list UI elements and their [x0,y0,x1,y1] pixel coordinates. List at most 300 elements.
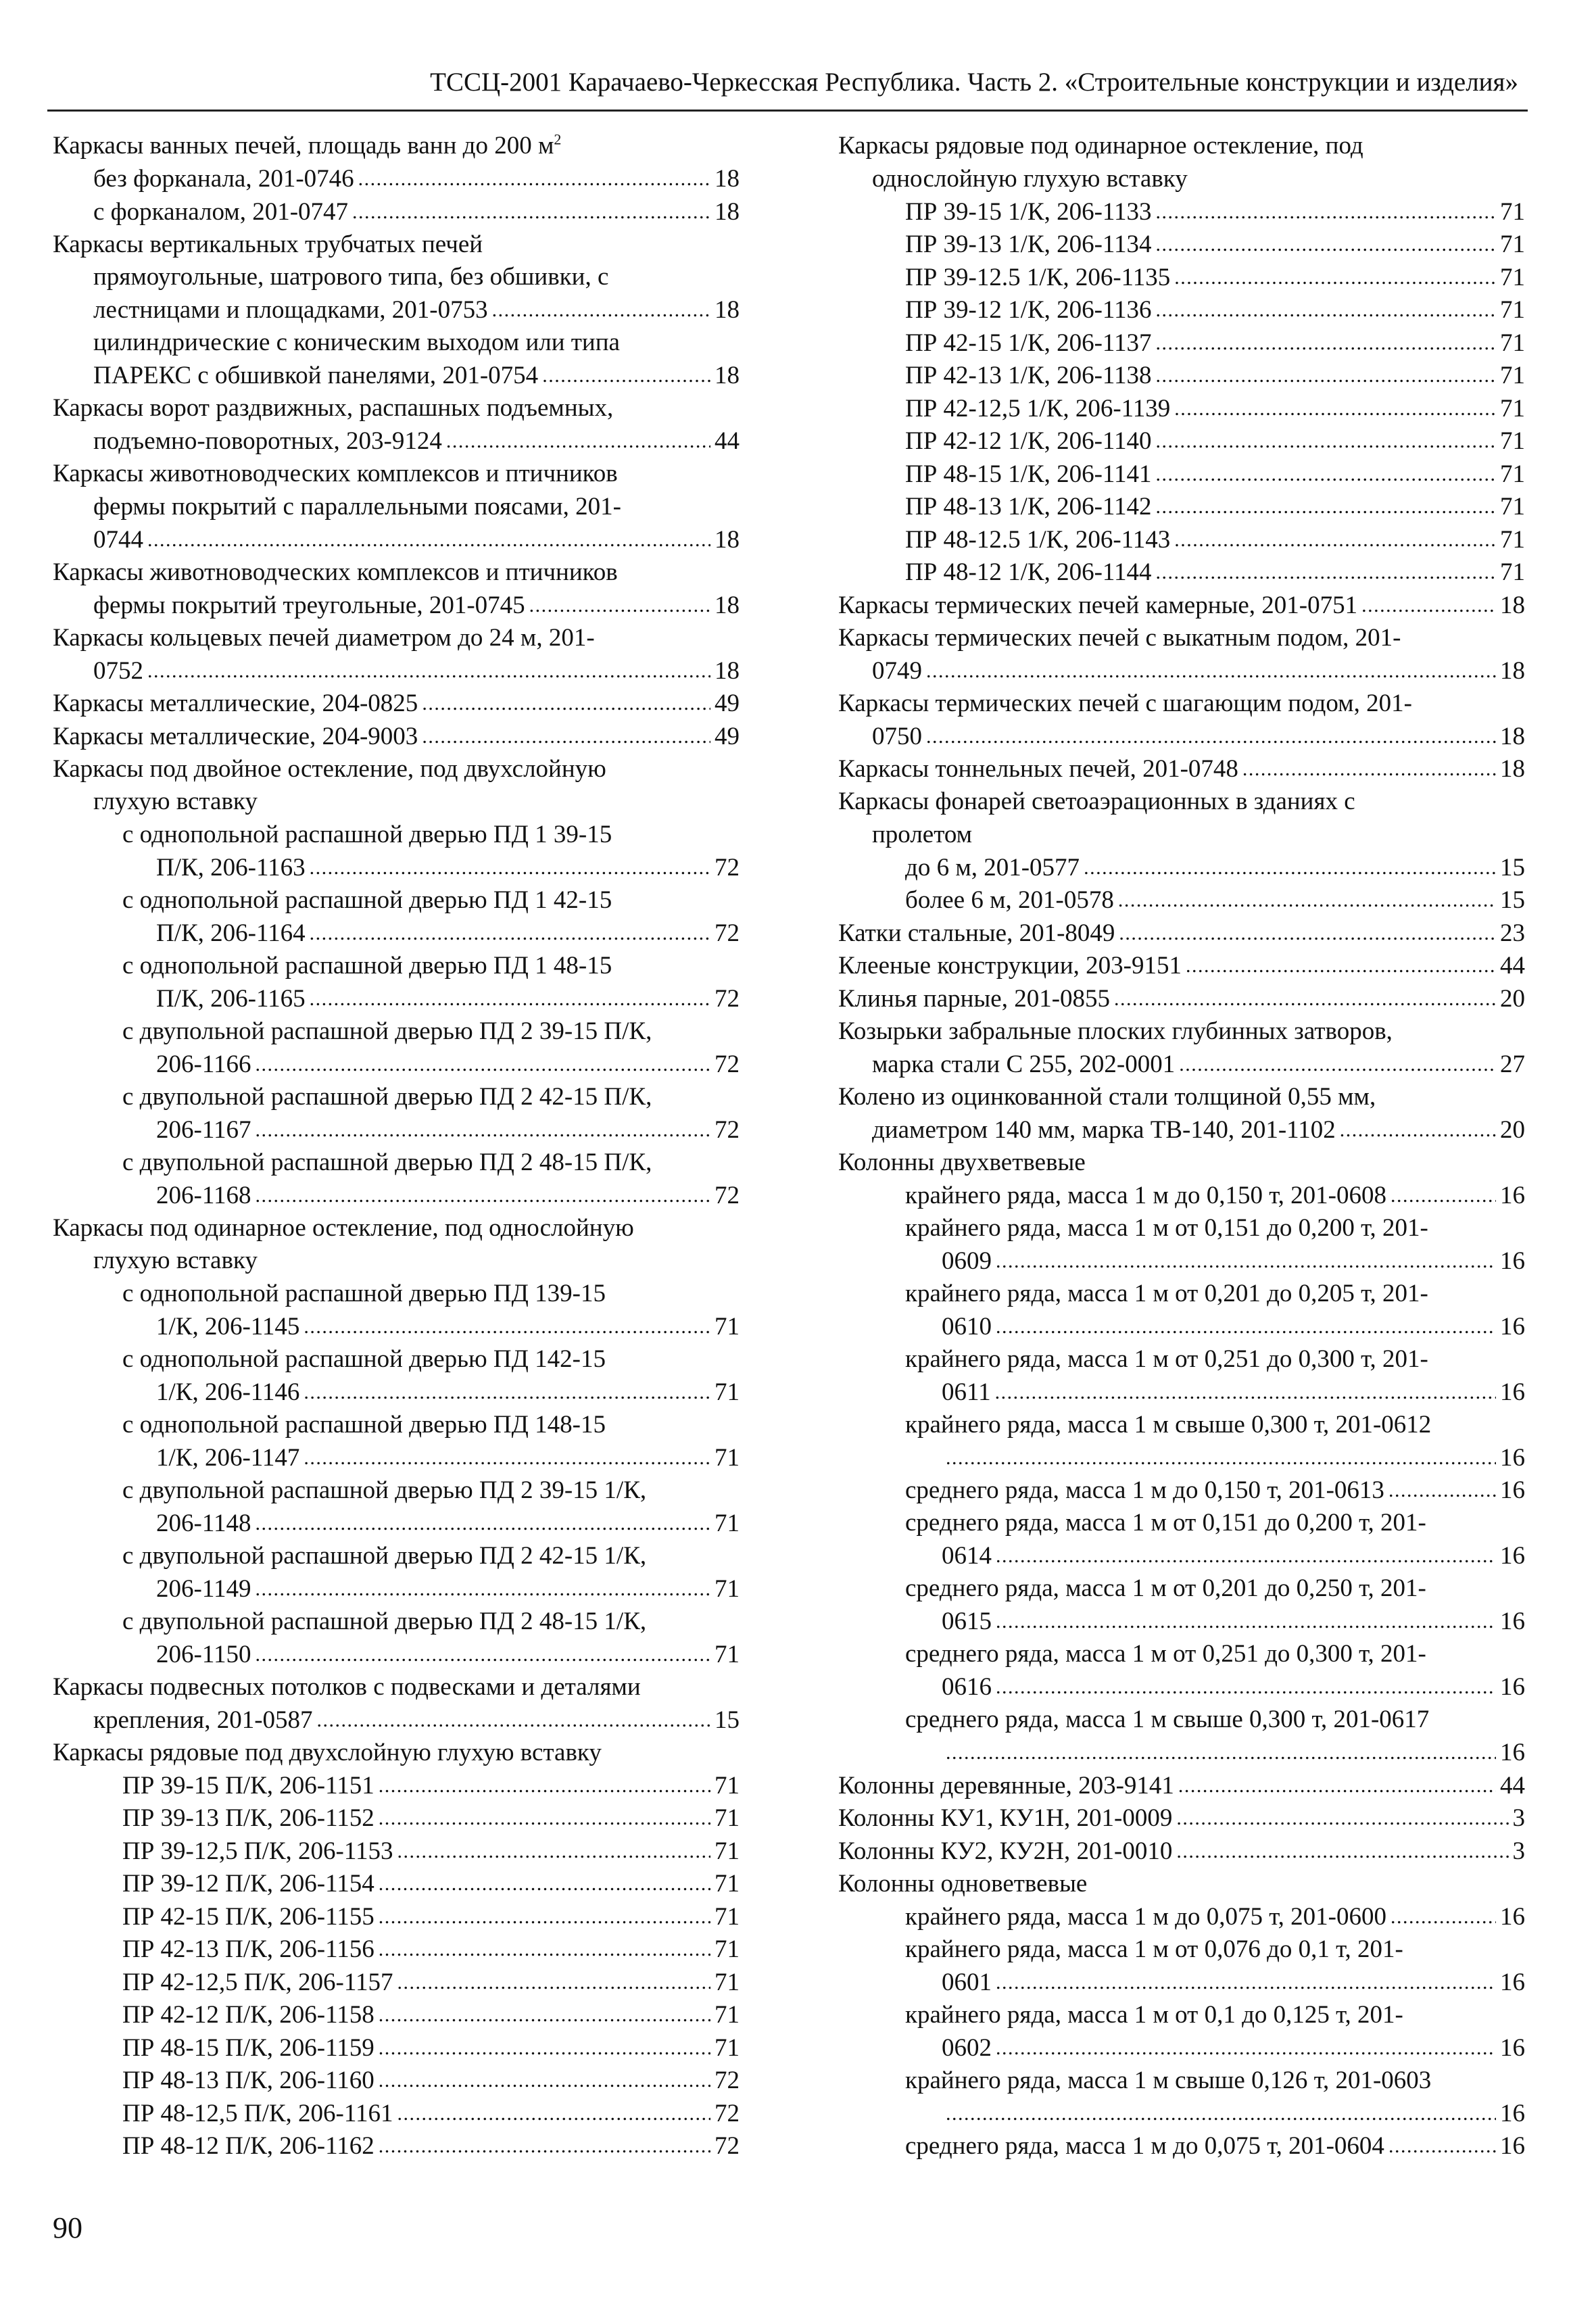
dot-leader [379,2031,710,2065]
index-column-left [53,130,740,2163]
entry-page-ref: 71 [715,1640,740,1668]
dot-leader [379,1900,710,1933]
index-entry [53,1147,740,1180]
entry-page-ref: 16 [1500,1673,1525,1701]
index-entry [838,163,1525,196]
entry-text: Колонны одноветвевые [838,1869,1088,1898]
entry-page-ref: 23 [1500,919,1525,947]
entry-page-ref: 71 [715,2033,740,2062]
entry-page-ref: 71 [1500,460,1525,488]
entry-text: крайнего ряда, масса 1 м от 0,1 до 0,125 т, 201- [905,2000,1403,2029]
dot-leader [1186,948,1496,982]
dot-leader [996,1604,1496,1638]
entry-text: среднего ряда, масса 1 м от 0,251 до 0,300 т, 201- [905,1640,1426,1668]
index-entry [838,1441,1525,1474]
entry-page-ref: 18 [715,197,740,226]
index-entry [53,491,740,524]
entry-text: ПР 48-12,5 П/К, 206-1161 [122,2099,393,2127]
dot-leader [379,1932,710,1966]
entry-page-ref: 16 [1500,2132,1525,2160]
entry-text: Каркасы подвесных потолков с подвесками и деталями [53,1672,641,1701]
entry-text: 0601 [942,1968,992,1996]
index-entry [838,1606,1525,1639]
index-entry [53,2130,740,2163]
index-entry [838,556,1525,589]
dot-leader [529,588,710,622]
dot-leader [1179,1047,1496,1081]
index-entry [838,1048,1525,1081]
entry-text: пролетом [872,820,973,848]
entry-text: Каркасы ворот раздвижных, распашных подъемных, [53,394,614,422]
entry-page-ref: 71 [1500,329,1525,357]
dot-leader [492,293,710,327]
index-entry [53,2097,740,2130]
entry-text: крайнего ряда, масса 1 м свыше 0,126 т, 201-0603 [905,2066,1432,2094]
dot-leader [946,2096,1496,2130]
entry-text: 0752 [93,656,143,685]
index-entry [53,1441,740,1474]
index-entry [53,1802,740,1835]
index-entry [53,1966,740,1999]
dot-leader [926,719,1496,753]
dot-leader [996,1539,1496,1572]
index-entry [838,1310,1525,1343]
dot-leader [926,654,1496,687]
index-entry [838,1507,1525,1540]
index-entry [53,720,740,753]
dot-leader [379,1768,710,1802]
index-entry [53,1376,740,1409]
entry-page-ref: 20 [1500,1115,1525,1144]
index-entry [838,1999,1525,2032]
entry-page-ref: 71 [1500,362,1525,389]
entry-text: Каркасы термических печей с выкатным подом, 201- [838,623,1401,652]
dot-leader [1391,1900,1496,1933]
dot-leader [1174,260,1496,294]
dot-leader [1176,1834,1508,1868]
header-title: ТССЦ-2001 Карачаево-Черкесская Республика. Часть 2. «Строительные конструкции и изделия» [430,68,1518,97]
entry-text: Каркасы кольцевых печей диаметром до 24 м, 201- [53,623,595,652]
entry-page-ref: 71 [1500,231,1525,258]
index-entry [838,1081,1525,1114]
entry-text: ПР 42-12 1/К, 206-1140 [905,427,1152,455]
index-entry [838,1245,1525,1278]
dot-leader [304,1441,710,1474]
entry-text: фермы покрытий с параллельными поясами, 201- [93,492,621,521]
entry-text: с двупольной распашной дверью ПД 2 48-15 1/К, [122,1607,647,1635]
index-entry [838,982,1525,1015]
entry-page-ref: 49 [715,690,740,717]
entry-page-ref: 71 [1500,394,1525,423]
index-entry [838,1966,1525,1999]
index-entry [838,1769,1525,1802]
entry-text: ПР 39-15 П/К, 206-1151 [122,1771,374,1800]
page-number: 90 [53,2211,82,2244]
entry-page-ref: 71 [715,1935,740,1963]
index-entry [838,1802,1525,1835]
index-entry [53,261,740,294]
index-entry [53,1310,740,1343]
entry-text: Катки стальные, 201-8049 [838,919,1115,947]
dot-leader [1156,489,1496,523]
index-entry [53,950,740,983]
index-entry [838,1343,1525,1376]
entry-text: 0615 [942,1608,992,1635]
entry-text: однослойную глухую вставку [872,164,1188,193]
dot-leader [1156,457,1496,491]
index-entry [838,819,1525,852]
entry-text: ПР 39-12 1/К, 206-1136 [905,296,1152,324]
dot-leader [446,424,710,458]
entry-text: с однопольной распашной дверью ПД 139-15 [122,1279,606,1307]
dot-leader [1361,588,1496,622]
index-entry [838,950,1525,983]
entry-text: среднего ряда, масса 1 м от 0,151 до 0,200 т, 201- [905,1509,1426,1537]
index-entry [53,1179,740,1212]
index-entry [53,1540,740,1573]
dot-leader [255,1178,710,1212]
index-entry [838,884,1525,917]
entry-text: ПР 42-12,5 П/К, 206-1157 [122,1968,393,1996]
entry-text: Каркасы металлические, 204-0825 [53,690,418,717]
entry-text: ПАРЕКС с обшивкой панелями, 201-0754 [93,362,539,389]
entry-text: ПР 42-15 1/К, 206-1137 [905,329,1152,357]
entry-page-ref: 71 [1500,427,1525,455]
entry-text: 0614 [942,1542,992,1570]
index-entry [53,360,740,393]
entry-text: Клееные конструкции, 203-9151 [838,952,1182,980]
entry-text: ПР 42-13 П/К, 206-1156 [122,1935,374,1963]
index-entry [53,1704,740,1737]
entry-text: Колонны КУ2, КУ2Н, 201-0010 [838,1837,1173,1865]
dot-leader [1174,523,1496,556]
entry-text: 0611 [942,1378,991,1406]
entry-text: ПР 48-13 1/К, 206-1142 [905,493,1152,521]
entry-text: Каркасы металлические, 204-9003 [53,722,418,750]
dot-leader [422,719,710,753]
entry-page-ref: 71 [715,1902,740,1931]
entry-page-ref: 16 [1500,1247,1525,1275]
index-entry [53,1212,740,1245]
entry-text: 206-1166 [156,1050,251,1078]
dot-leader [946,1735,1496,1769]
index-entry [838,851,1525,884]
index-entry [838,2097,1525,2130]
index-entry [838,1737,1525,1770]
index-entry [53,819,740,852]
dot-leader [379,2063,710,2097]
dot-leader [1118,883,1496,917]
entry-text: ПР 39-15 1/К, 206-1133 [905,197,1152,226]
entry-page-ref: 18 [1500,591,1525,619]
entry-page-ref: 71 [715,1837,740,1865]
dot-leader [379,2129,710,2163]
index-entry [53,687,740,721]
index-entry [838,491,1525,524]
dot-leader [352,195,710,228]
entry-text: Колонны КУ1, КУ1Н, 201-0009 [838,1804,1173,1832]
entry-page-ref: 72 [715,2067,740,2094]
index-entry [53,982,740,1015]
index-entry [838,1474,1525,1507]
index-entry [838,294,1525,327]
entry-text: 0744 [93,525,143,554]
dot-leader [1242,752,1496,786]
entry-page-ref: 72 [715,1181,740,1209]
entry-text: крайнего ряда, масса 1 м от 0,201 до 0,205 т, 201- [905,1279,1428,1307]
dot-leader [996,1965,1496,1999]
dot-leader [255,1047,710,1081]
entry-page-ref: 71 [1500,493,1525,521]
index-entry [53,753,740,786]
entry-text: Каркасы рядовые под одинарное остекление, под [838,132,1363,160]
entry-text: Каркасы тоннельных печей, 201-0748 [838,755,1238,783]
entry-page-ref: 16 [1500,1443,1525,1472]
index-entry [838,458,1525,491]
entry-text: 1/К, 206-1145 [156,1312,300,1341]
entry-text: 0602 [942,2033,992,2062]
entry-page-ref: 20 [1500,984,1525,1013]
entry-text: Клинья парные, 201-0855 [838,984,1111,1013]
entry-text: с однопольной распашной дверью ПД 1 39-15 [122,820,612,848]
index-entry [53,917,740,950]
dot-leader [1178,1768,1496,1802]
entry-page-ref: 72 [715,1115,740,1144]
index-entry [838,1212,1525,1245]
index-entry [838,917,1525,950]
entry-text: ПР 42-12,5 1/К, 206-1139 [905,394,1171,423]
index-entry [838,261,1525,294]
entry-text: среднего ряда, масса 1 м свыше 0,300 т, 201-0617 [905,1706,1430,1733]
dot-leader [1156,293,1496,327]
index-entry [53,851,740,884]
dot-leader [1388,2129,1496,2163]
dot-leader [1084,850,1496,884]
entry-text: среднего ряда, масса 1 м до 0,150 т, 201-0613 [905,1476,1384,1504]
entry-text: с двупольной распашной дверью ПД 2 48-15 П/К, [122,1148,652,1176]
dot-leader [255,1572,710,1606]
entry-text: крайнего ряда, масса 1 м от 0,076 до 0,1 т, 201- [905,1935,1403,1963]
entry-page-ref: 71 [715,1378,740,1406]
dot-leader [1156,326,1496,360]
entry-text: цилиндрические с коническим выходом или типа [93,329,620,356]
dot-leader [1156,424,1496,458]
entry-text: 206-1168 [156,1181,251,1209]
entry-page-ref: 18 [715,656,740,685]
entry-text: Каркасы под одинарное остекление, под однослойную [53,1213,634,1242]
entry-text: 206-1149 [156,1574,251,1603]
index-entry [838,1933,1525,1967]
entry-text: 0616 [942,1673,992,1701]
index-entry [838,1900,1525,1933]
entry-page-ref: 72 [715,2132,740,2160]
index-entry [53,556,740,589]
dot-leader [1156,227,1496,261]
entry-page-ref: 71 [715,1312,740,1341]
entry-page-ref: 16 [1500,1476,1525,1504]
entry-page-ref: 18 [715,296,740,324]
index-entry [53,1343,740,1376]
entry-page-ref: 71 [715,1771,740,1800]
index-entry [838,327,1525,360]
entry-page-ref: 18 [715,165,740,193]
entry-text: среднего ряда, масса 1 м до 0,075 т, 201-0604 [905,2132,1384,2160]
entry-text: диаметром 140 мм, марка ТВ-140, 201-1102 [872,1115,1336,1144]
index-entry [53,1015,740,1048]
entry-page-ref: 16 [1500,2099,1525,2127]
entry-text: 1/К, 206-1146 [156,1378,300,1406]
index-entry [838,1572,1525,1606]
index-entry [838,130,1525,163]
entry-text: 0750 [872,722,922,750]
entry-text: с двупольной распашной дверью ПД 2 39-15 П/К, [122,1017,652,1045]
index-entry [53,1737,740,1770]
index-entry [838,1704,1525,1737]
entry-page-ref: 15 [1500,853,1525,882]
entry-page-ref: 16 [1500,1181,1525,1209]
index-entry [53,195,740,228]
index-entry [838,2065,1525,2098]
entry-page-ref: 71 [1500,558,1525,586]
entry-text: крепления, 201-0587 [93,1706,313,1734]
index-entry [838,720,1525,753]
entry-text: среднего ряда, масса 1 м от 0,201 до 0,250 т, 201- [905,1574,1426,1602]
dot-leader [379,1866,710,1900]
entry-text: крайнего ряда, масса 1 м свыше 0,300 т, 201-0612 [905,1410,1432,1439]
entry-page-ref: 71 [715,1870,740,1898]
index-entry [53,392,740,425]
dot-leader [1176,1801,1508,1835]
entry-text: с двупольной распашной дверью ПД 2 42-15 П/К, [122,1082,652,1111]
entry-page-ref: 71 [715,1804,740,1832]
index-entry [53,294,740,327]
entry-page-ref: 71 [1500,197,1525,226]
entry-text: 206-1148 [156,1509,251,1537]
index-entry [838,1147,1525,1180]
dot-leader [996,2031,1496,2065]
entry-text: прямоугольные, шатрового типа, без обшивки, с [93,263,609,291]
index-entry [838,622,1525,655]
entry-text: 206-1167 [156,1115,251,1144]
entry-page-ref: 18 [1500,656,1525,685]
index-entry [53,1113,740,1147]
entry-text: с двупольной распашной дверью ПД 2 39-15 1/К, [122,1476,647,1504]
entry-text: ПР 42-15 П/К, 206-1155 [122,1902,374,1931]
entry-page-ref: 3 [1512,1804,1525,1832]
entry-text: П/К, 206-1165 [156,984,306,1013]
entry-text: ПР 48-15 1/К, 206-1141 [905,460,1152,488]
entry-text: с однопольной распашной дверью ПД 142-15 [122,1345,606,1373]
entry-page-ref: 18 [715,362,740,389]
dot-leader [304,1309,710,1343]
dot-leader [379,1998,710,2031]
entry-text: 0609 [942,1247,992,1275]
dot-leader [358,162,710,195]
index-entry [53,622,740,655]
entry-page-ref: 72 [715,2099,740,2127]
index-entry [53,163,740,196]
index-entry [53,228,740,262]
index-entry [838,360,1525,393]
entry-text: с однопольной распашной дверью ПД 1 48-15 [122,951,612,980]
entry-text: более 6 м, 201-0578 [905,886,1114,914]
index-entry [838,425,1525,458]
dot-leader [147,523,710,556]
entry-text: ПР 48-15 П/К, 206-1159 [122,2033,374,2062]
entry-text: глухую вставку [93,1247,258,1274]
index-entry [838,1015,1525,1048]
entry-page-ref: 18 [715,525,740,554]
index-entry [53,1606,740,1639]
index-entry [53,1769,740,1802]
entry-text: Каркасы животноводческих комплексов и птичников [53,558,618,586]
dot-leader [946,1441,1496,1474]
entry-text: ПР 39-12 П/К, 206-1154 [122,1870,374,1898]
entry-text: Каркасы фонарей светоаэрационных в зданиях с [838,788,1355,815]
index-entry [53,589,740,622]
entry-text: Каркасы животноводческих комплексов и птичников [53,460,618,487]
index-entry [53,1278,740,1311]
dot-leader [379,1801,710,1835]
entry-text: 1/К, 206-1147 [156,1443,300,1472]
entry-page-ref: 71 [1500,296,1525,324]
entry-page-ref: 71 [715,1509,740,1537]
entry-text: П/К, 206-1164 [156,919,306,947]
index-entry [53,327,740,360]
entry-page-ref: 71 [715,2001,740,2029]
index-entry [838,228,1525,262]
entry-page-ref: 3 [1512,1837,1525,1865]
index-entry [838,1409,1525,1442]
index-entry [53,1671,740,1704]
index-entry [838,1278,1525,1311]
entry-page-ref: 71 [715,1574,740,1603]
dot-leader [1114,982,1496,1015]
entry-page-ref: 71 [715,1968,740,1996]
entry-text: ПР 39-12.5 1/К, 206-1135 [905,263,1171,291]
dot-leader [1340,1113,1496,1147]
entry-text: с двупольной распашной дверью ПД 2 42-15 1/К, [122,1541,647,1570]
index-entry [838,687,1525,721]
entry-page-ref: 18 [1500,755,1525,783]
index-entry [53,523,740,556]
entry-page-ref: 16 [1500,1378,1525,1406]
dot-leader [255,1637,710,1671]
entry-text: ПР 48-12 1/К, 206-1144 [905,558,1152,586]
index-entry [838,392,1525,425]
index-entry [53,425,740,458]
index-entry [53,2031,740,2065]
entry-page-ref: 72 [715,853,740,882]
index-entry [53,2065,740,2098]
dot-leader [304,1375,710,1409]
entry-text: ПР 42-13 1/К, 206-1138 [905,362,1152,389]
entry-page-ref: 16 [1500,2033,1525,2062]
dot-leader [310,982,710,1015]
index-entry [53,130,740,163]
dot-leader [1156,195,1496,228]
entry-text: фермы покрытий треугольные, 201-0745 [93,591,525,619]
entry-page-ref: 44 [1500,952,1525,980]
entry-text: 206-1150 [156,1640,251,1668]
entry-page-ref: 72 [715,1050,740,1078]
index-entry [53,1245,740,1278]
dot-leader [397,1834,711,1868]
dot-leader [996,1309,1496,1343]
index-entry [53,1081,740,1114]
entry-text: с однопольной распашной дверью ПД 1 42-15 [122,886,612,914]
index-entry [838,1179,1525,1212]
